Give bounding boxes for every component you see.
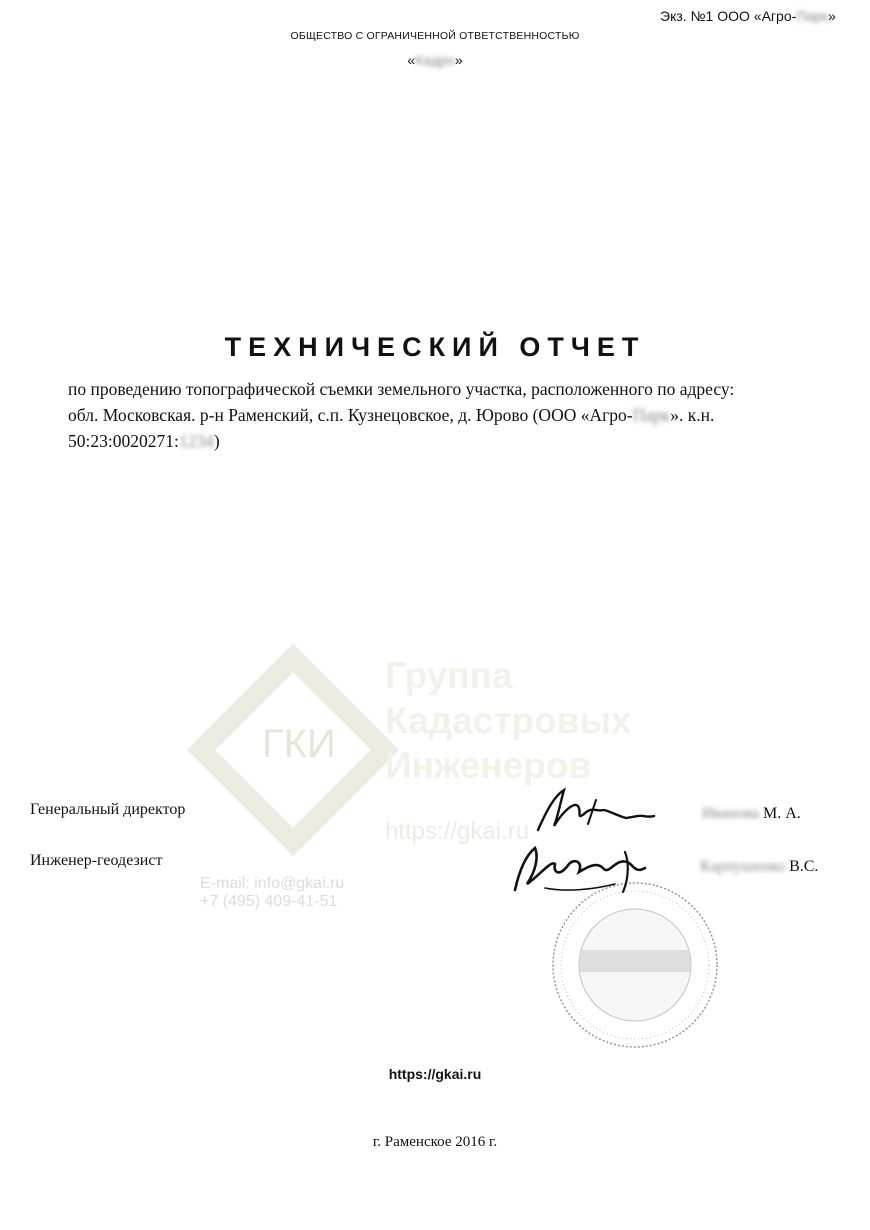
redacted-cadastral-number: 1234 [178,431,214,451]
watermark-line-2: Кадастровых [385,700,632,741]
engineer-name: Карпушенко В.С. [700,858,819,875]
footer-city-year: г. Раменское 2016 г. [372,1134,498,1150]
seal-stamp [535,880,735,1050]
director-signature [530,782,665,837]
redacted-organization-name: Кадро [415,52,455,68]
redacted-director-surname: Иванова [702,805,760,822]
watermark-diamond-logo [187,644,399,856]
engineer-signature [505,838,665,900]
watermark-url: https://gkai.ru [385,818,530,845]
engineer-role: Инженер-геодезист [30,852,163,869]
subtitle-line-2: обл. Московская. р-н Раменский, с.п. Кузнецовское, д. Юрово (ООО «Агро-Парк». к.н. [68,402,848,428]
watermark-line-1: Группа [385,655,513,696]
director-role: Генеральный директор [30,801,186,818]
director-name: Иванова М. А. [702,805,801,822]
watermark-line-3: Инженеров [385,745,592,786]
document-title: ТЕХНИЧЕСКИЙ ОТЧЕТ [224,332,646,362]
redacted-company-name: Парк [796,8,829,24]
watermark-email: E-mail: info@gkai.ru [200,875,345,892]
subtitle-line-1: по проведению топографической съемки земельного участка, расположенного по адресу: [68,379,735,399]
redacted-engineer-surname: Карпушенко [700,858,786,875]
copy-number: Экз. №1 ООО «Агро-Парк» [660,8,836,24]
redacted-company-name: Парк [632,405,671,425]
watermark-phone: +7 (495) 409-41-51 [200,893,338,910]
document-subtitle [68,376,848,454]
organization-short-name: «Кадро» [407,52,463,68]
watermark-logo-text: ГКИ [262,722,336,766]
subtitle-line-3: 50:23:0020271:1234) [68,428,848,454]
footer-url[interactable]: https://gkai.ru [388,1066,482,1082]
organization-full-name: ОБЩЕСТВО С ОГРАНИЧЕННОЙ ОТВЕТСТВЕННОСТЬЮ [290,30,580,42]
